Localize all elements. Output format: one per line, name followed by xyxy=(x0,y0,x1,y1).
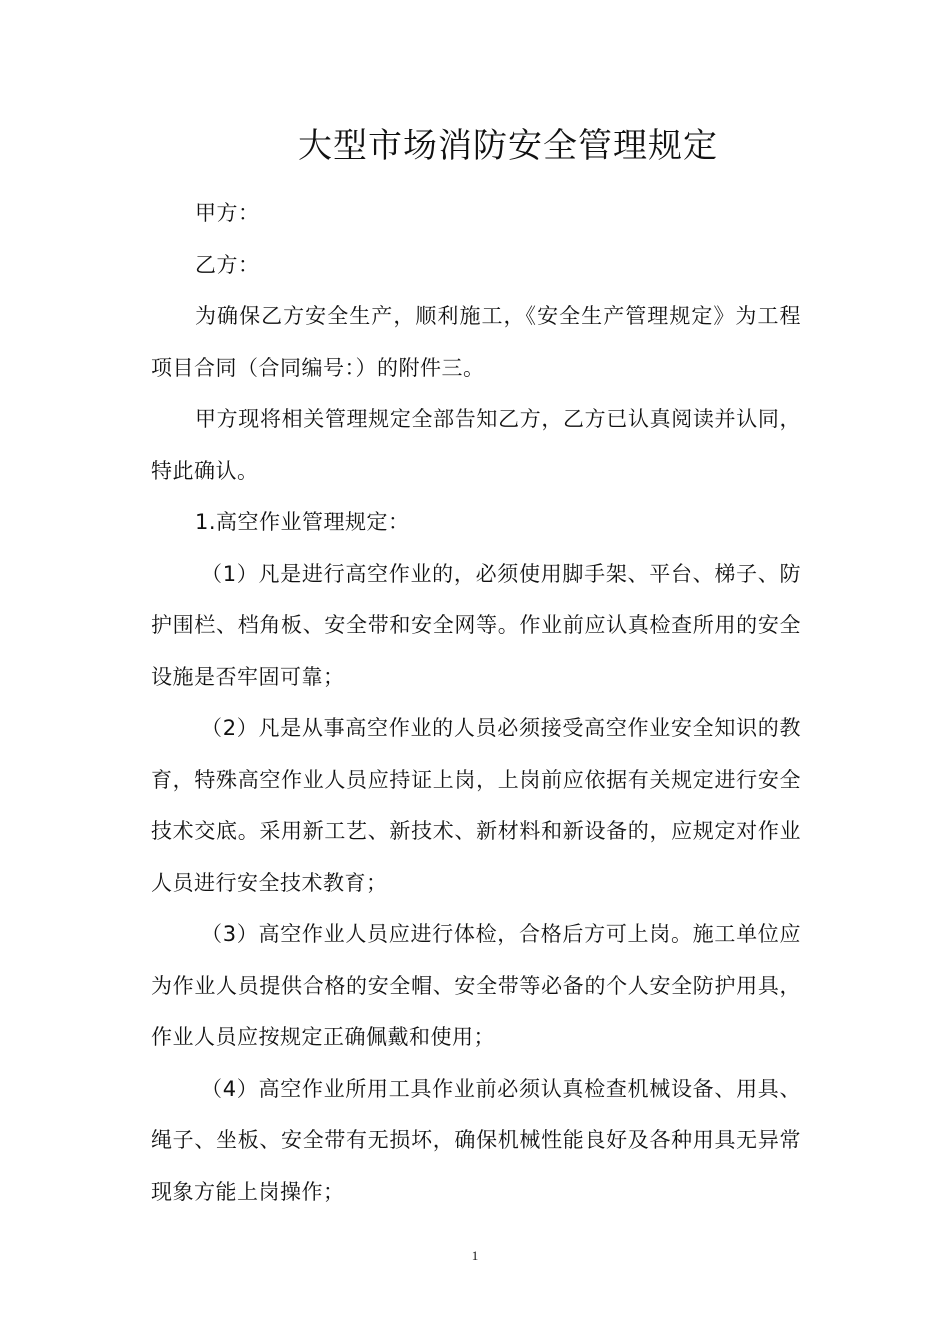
rule-item-2: （2）凡是从事高空作业的人员必须接受高空作业安全知识的教育，特殊高空作业人员应持证上岗，上岗前应依据有关规定进行安全技术交底。采用新工艺、新技术、新材料和新设备的，应规定对作业人员进行安全技术教育； xyxy=(151,716,801,895)
section-heading: 1.高空作业管理规定： xyxy=(195,510,410,534)
document-title: 大型市场消防安全管理规定 xyxy=(298,126,718,166)
intro-paragraph: 为确保乙方安全生产，顺利施工，《安全生产管理规定》为工程项目合同（合同编号：）的附件三。 xyxy=(151,304,801,380)
party-a-line: 甲方： xyxy=(195,201,260,225)
rule-item-3: （3）高空作业人员应进行体检，合格后方可上岗。施工单位应为作业人员提供合格的安全帽、安全带等必备的个人安全防护用具，作业人员应按规定正确佩戴和使用； xyxy=(151,922,801,1049)
party-b-line: 乙方： xyxy=(195,252,260,277)
confirmation-paragraph: 甲方现将相关管理规定全部告知乙方，乙方已认真阅读并认同，特此确认。 xyxy=(151,407,801,483)
rule-item-1: （1）凡是进行高空作业的，必须使用脚手架、平台、梯子、防护围栏、档角板、安全带和安全网等。作业前应认真检查所用的安全设施是否牢固可靠； xyxy=(151,561,801,689)
page-number: 1 xyxy=(471,1248,479,1263)
rule-item-4: （4）高空作业所用工具作业前必须认真检查机械设备、用具、绳子、坐板、安全带有无损坏，确保机械性能良好及各种用具无异常现象方能上岗操作； xyxy=(151,1076,801,1204)
document-body xyxy=(151,188,801,1218)
